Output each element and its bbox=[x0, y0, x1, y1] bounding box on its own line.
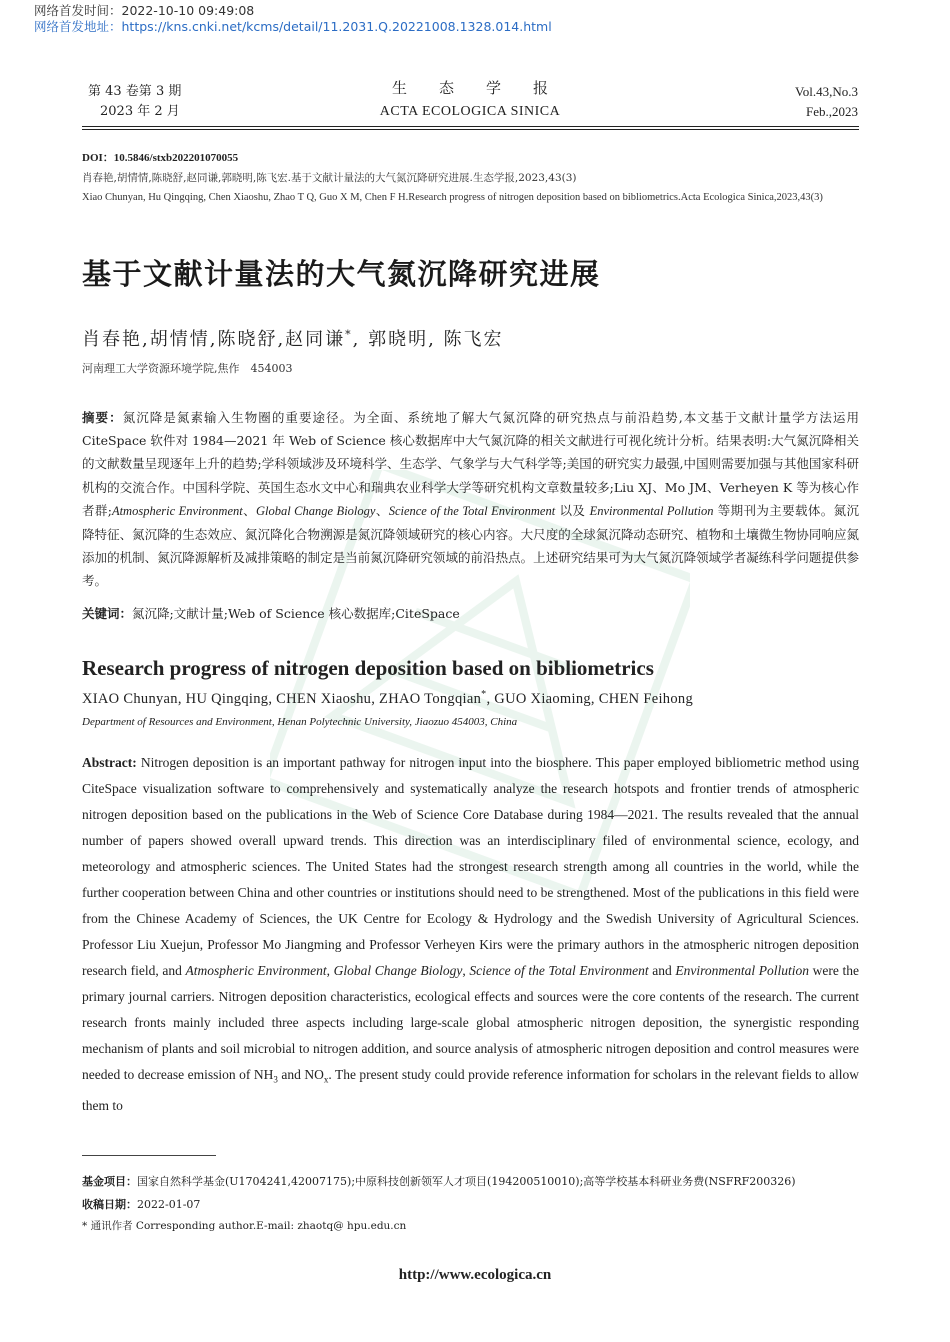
journal-3-cn: Science of the Total Environment bbox=[388, 503, 556, 518]
corresponding-author: * 通讯作者 Corresponding author.E-mail: zhaotq@ hpu.edu.cn bbox=[82, 1220, 407, 1232]
abstract-cn-label: 摘要： bbox=[82, 410, 123, 425]
conj-en-2: and bbox=[277, 1067, 305, 1082]
affiliation-en: Department of Resources and Environment, Henan Polytechnic University, Jiaozuo 454003, China bbox=[82, 716, 518, 728]
header-rule-bottom bbox=[82, 129, 859, 130]
header-left bbox=[88, 82, 228, 122]
footnote-rule bbox=[82, 1155, 216, 1156]
doi[interactable]: DOI：10.5846/stxb202201070055 bbox=[82, 152, 239, 164]
journal-4-cn: Environmental Pollution bbox=[589, 503, 714, 518]
abstract-en-label: Abstract: bbox=[82, 755, 137, 770]
title-en: Research progress of nitrogen deposition based on bibliometrics bbox=[82, 656, 654, 680]
conj-en: and bbox=[648, 963, 676, 978]
journal-1-en: Atmospheric Environment bbox=[185, 963, 327, 978]
date-en: Feb.,2023 bbox=[806, 104, 858, 119]
abstract-cn-text-2: 等期刊为主要载体。氮沉降特征、氮沉降的生态效应、氮沉降化合物溯源是氮沉降领域研究的核心内容。大尺度的全球氮沉降动态研究、植物和土壤微生物协同响应氮添加的机制、氮沉降源解析及减排策略的制定是当前氮沉降研究领域的前沿热点。上述研究结果可为大气氮沉降领域学者凝练科学问题提供参考。 bbox=[82, 502, 859, 589]
funding-text: 国家自然科学基金(U1704241,42007175);中原科技创新领军人才项目(194200510010);高等学校基本科研业务费(NSFRF200326) bbox=[137, 1175, 796, 1188]
keywords-cn-text: 氮沉降;文献计量;Web of Science 核心数据库;CiteSpace bbox=[132, 606, 460, 621]
title-cn: 基于文献计量法的大气氮沉降研究进展 bbox=[82, 257, 601, 291]
sep-en-2: , bbox=[462, 963, 470, 978]
authors-cn-main: 肖春艳,胡情情,陈晓舒,赵同谦 bbox=[82, 329, 346, 350]
online-publish-time: 网络首发时间：2022-10-10 09:49:08 bbox=[34, 3, 255, 18]
sep-en-1: , bbox=[326, 963, 334, 978]
corresponding-mark-en: * bbox=[481, 689, 487, 700]
online-publish-address[interactable]: 网络首发地址：https://kns.cnki.net/kcms/detail/11.2031.Q.20221008.1328.014.html bbox=[34, 19, 552, 34]
sep-cn-2: 、 bbox=[375, 502, 389, 518]
authors-cn-rest: , 郭晓明, 陈飞宏 bbox=[352, 329, 504, 350]
funding-label: 基金项目： bbox=[82, 1175, 137, 1188]
affiliation-cn: 河南理工大学资源环境学院,焦作 454003 bbox=[82, 362, 293, 375]
journal-name-en: ACTA ECOLOGICA SINICA bbox=[379, 104, 561, 119]
conj-cn: 以及 bbox=[555, 502, 590, 518]
authors-en-rest: , GUO Xiaoming, CHEN Feihong bbox=[486, 690, 694, 707]
sep-cn-1: 、 bbox=[242, 502, 256, 518]
journal-1-cn: Atmospheric Environment bbox=[111, 503, 243, 518]
journal-name-cn: 生态学报 bbox=[391, 79, 580, 97]
abstract-en-text-1: Nitrogen deposition is an important pathway for nitrogen input into the biosphere. This paper employed bibliometric method using CiteSpace visualization software to comprehensively and systematically analyze the research hotspots and frontier trends of atmospheric nitrogen deposition based on the publications in the Web of Science Core Database during 1984—2021. The results revealed that the annual number of papers showed overall upward trends. This direction was an interdisciplinary filed of environmental science, ecology, and meteorology and atmospheric sciences. The United States had the strongest research strength among all countries in the world, while the further cooperation between China and other countries or institutions should need to be strengthened. Most of the publications in this field were from the Chinese Academy of Sciences, the UK Centre for Ecology & Hydrology and the Swedish University of Agricultural Sciences. Professor Liu Xuejun, Professor Mo Jiangming and Professor Verheyen Kirs were the primary authors in the atmospheric nitrogen deposition research field, and bbox=[82, 755, 859, 978]
received-text: 2022-01-07 bbox=[137, 1198, 201, 1211]
nox-base: NO bbox=[304, 1067, 324, 1082]
journal-4-en: Environmental Pollution bbox=[675, 963, 810, 978]
citation-cn: 肖春艳,胡情情,陈晓舒,赵同谦,郭晓明,陈飞宏.基于文献计量法的大气氮沉降研究进展.生态学报,2023,43(3) bbox=[82, 172, 577, 184]
abstract-cn-text-1: 氮沉降是氮素输入生物圈的重要途径。为全面、系统地了解大气氮沉降的研究热点与前沿趋势,本文基于文献计量学方法运用 CiteSpace 软件对 1984—2021 年 Web of Science 核心数据库中大气氮沉降的相关文献进行可视化统计分析。结果表明:大气氮沉降相关的文献数量呈现逐年上升的趋势;学科领域涉及环境科学、生态学、气象学与大气科学等;美国的研究实力最强,中国则需要加强与其他国家科研机构的交流合作。中国科学院、英国生态水文中心和瑞典农业科学大学等研究机构文章数量较多;Liu XJ、Mo JM、Verheyen K 等为核心作者群; bbox=[82, 410, 859, 518]
date-cn: 2023 年 2 月 bbox=[100, 104, 180, 119]
nh3-base: NH bbox=[253, 1067, 274, 1082]
volume-issue-cn: 第 43 卷第 3 期 bbox=[88, 84, 182, 99]
funding-note bbox=[82, 1173, 796, 1189]
header-rule-top bbox=[82, 126, 859, 127]
abstract-en-text-2: were the primary journal carriers. Nitrogen deposition characteristics, ecological effects and sources were the core contents of the research. The current research fronts mainly included three aspects including large-scale global atmospheric nitrogen deposition, the synergistic responding mechanism of plants and soil microbial to nitrogen addition, and source analysis of atmospheric nitrogen deposition and control measures were needed to decrease emission of bbox=[82, 963, 860, 1082]
footer-url[interactable]: http://www.ecologica.cn bbox=[398, 1267, 552, 1283]
corresponding-mark-cn: * bbox=[345, 328, 353, 341]
keywords-cn-label: 关键词： bbox=[82, 606, 133, 621]
nox-sub: x bbox=[323, 1074, 329, 1085]
received-label: 收稿日期： bbox=[82, 1198, 137, 1211]
citation-en: Xiao Chunyan, Hu Qingqing, Chen Xiaoshu, Zhao T Q, Guo X M, Chen F H.Research progress of nitrogen deposition based on bibliometrics.Acta Ecologica Sinica,2023,43(3) bbox=[82, 192, 823, 203]
nh3-sub: 3 bbox=[273, 1074, 278, 1085]
volume-issue-en: Vol.43,No.3 bbox=[795, 84, 858, 99]
abstract-en bbox=[82, 750, 859, 1119]
journal-2-en: Global Change Biology bbox=[333, 963, 463, 978]
authors-cn bbox=[82, 325, 504, 351]
keywords-cn bbox=[82, 604, 460, 622]
header-center bbox=[300, 78, 640, 122]
header-right bbox=[730, 82, 858, 122]
journal-3-en: Science of the Total Environment bbox=[469, 963, 649, 978]
journal-2-cn: Global Change Biology bbox=[255, 503, 376, 518]
abstract-en-text-3: . The present study could provide reference information for scholars in the relevant fields to allow them to bbox=[82, 1067, 860, 1113]
authors-en-main: XIAO Chunyan, HU Qingqing, CHEN Xiaoshu, ZHAO Tongqian bbox=[82, 690, 482, 707]
received-date bbox=[82, 1196, 200, 1212]
abstract-cn bbox=[82, 406, 859, 593]
authors-en bbox=[82, 689, 693, 708]
